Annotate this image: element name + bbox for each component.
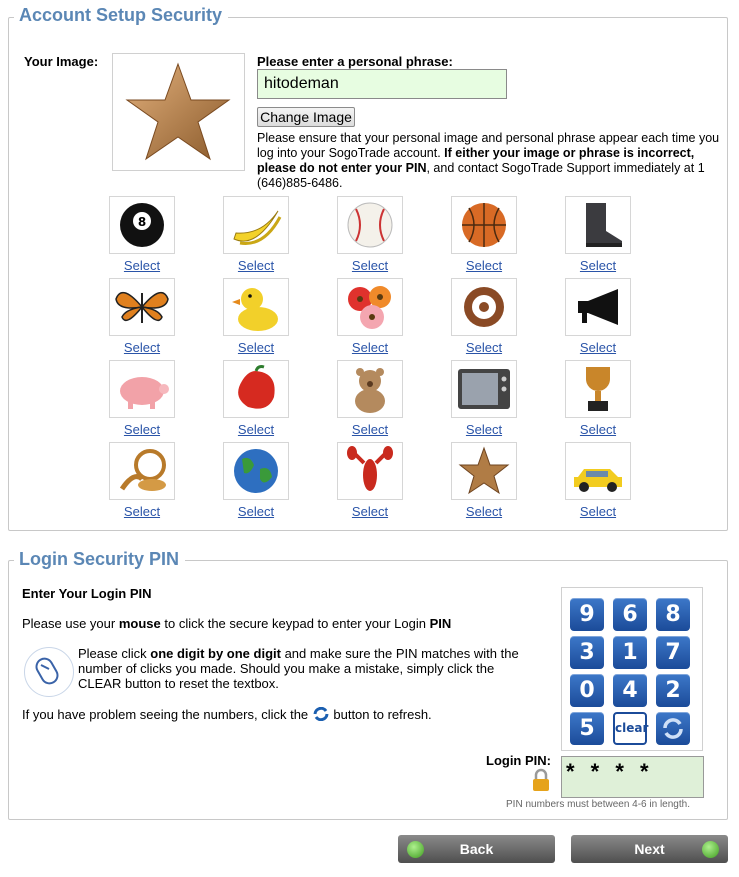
select-link[interactable]: Select bbox=[579, 340, 617, 355]
baseball-icon[interactable] bbox=[337, 196, 403, 254]
note-warning: If either your image or phrase is incorrect, please do not enter your PIN bbox=[257, 146, 695, 175]
image-option-basketball[interactable] bbox=[449, 196, 519, 273]
select-link[interactable]: Select bbox=[465, 422, 503, 437]
boot-icon[interactable] bbox=[565, 196, 631, 254]
instr-text: Please use your bbox=[22, 616, 119, 631]
taxi-icon[interactable] bbox=[565, 442, 631, 500]
pin-instruction-3 bbox=[22, 707, 432, 722]
your-image-label: Your Image: bbox=[24, 54, 99, 69]
select-link[interactable]: Select bbox=[123, 504, 161, 519]
instr-text: Please click bbox=[78, 646, 151, 661]
pin-heading: Enter Your Login PIN bbox=[22, 586, 152, 601]
image-option-piggy-bank[interactable] bbox=[107, 360, 177, 437]
megaphone-icon[interactable] bbox=[565, 278, 631, 336]
butterfly-icon[interactable] bbox=[109, 278, 175, 336]
selected-image bbox=[112, 53, 245, 171]
mouse-icon bbox=[24, 647, 74, 697]
select-link[interactable]: Select bbox=[351, 340, 389, 355]
select-link[interactable]: Select bbox=[465, 258, 503, 273]
select-link[interactable]: Select bbox=[579, 422, 617, 437]
login-pin-label: Login PIN: bbox=[486, 753, 551, 768]
select-link[interactable]: Select bbox=[123, 340, 161, 355]
instr-one-digit: one digit by one digit bbox=[150, 646, 281, 661]
instr-text: If you have problem seeing the numbers, click the bbox=[22, 707, 312, 722]
svg-text:8: 8 bbox=[137, 215, 147, 229]
next-label: Next bbox=[634, 841, 665, 857]
keypad-key-4[interactable]: 4 bbox=[613, 674, 647, 707]
instr-text: and make sure the PIN matches with the number of clicks you made. Should you make a mistake, simply click the CLEAR button to reset the textbox. bbox=[78, 646, 519, 691]
basketball-icon[interactable] bbox=[451, 196, 517, 254]
back-button[interactable] bbox=[398, 835, 555, 863]
select-link[interactable]: Select bbox=[237, 504, 275, 519]
keypad-key-3[interactable]: 3 bbox=[570, 636, 604, 669]
tuba-icon[interactable] bbox=[109, 442, 175, 500]
pin-instruction-2 bbox=[78, 646, 538, 691]
keypad-key-8[interactable]: 8 bbox=[656, 598, 690, 631]
8-ball-icon[interactable] bbox=[109, 196, 175, 254]
login-pin-legend: Login Security PIN bbox=[14, 548, 185, 570]
instr-mouse: mouse bbox=[118, 616, 161, 631]
image-option-tuba[interactable] bbox=[107, 442, 177, 519]
keypad-key-7[interactable]: 7 bbox=[656, 636, 690, 669]
image-option-baseball[interactable] bbox=[335, 196, 405, 273]
television-icon[interactable] bbox=[451, 360, 517, 418]
keypad-key-6[interactable]: 6 bbox=[613, 598, 647, 631]
keypad-clear-button[interactable]: clear bbox=[613, 712, 647, 745]
image-option-pepper[interactable] bbox=[221, 360, 291, 437]
gear-icon[interactable] bbox=[451, 278, 517, 336]
secure-keypad bbox=[561, 587, 703, 751]
image-option-gear[interactable] bbox=[449, 278, 519, 355]
image-option-lobster[interactable] bbox=[335, 442, 405, 519]
keypad-key-1[interactable]: 1 bbox=[613, 636, 647, 669]
duck-icon[interactable] bbox=[223, 278, 289, 336]
image-option-flowers[interactable] bbox=[335, 278, 405, 355]
image-option-television[interactable] bbox=[449, 360, 519, 437]
image-option-megaphone[interactable] bbox=[563, 278, 633, 355]
flowers-icon[interactable] bbox=[337, 278, 403, 336]
select-link[interactable]: Select bbox=[123, 422, 161, 437]
image-option-taxi[interactable] bbox=[563, 442, 633, 519]
instr-text: to click the secure keypad to enter your Login bbox=[160, 616, 430, 631]
teddy-bear-icon[interactable] bbox=[337, 360, 403, 418]
select-link[interactable]: Select bbox=[351, 504, 389, 519]
phrase-label: Please enter a personal phrase: bbox=[257, 54, 453, 69]
globe-icon[interactable] bbox=[223, 442, 289, 500]
image-option-trophy[interactable] bbox=[563, 360, 633, 437]
instr-pin: PIN bbox=[429, 616, 452, 631]
account-setup-legend: Account Setup Security bbox=[14, 4, 228, 26]
select-link[interactable]: Select bbox=[351, 422, 389, 437]
keypad-key-0[interactable]: 0 bbox=[570, 674, 604, 707]
select-link[interactable]: Select bbox=[351, 258, 389, 273]
image-option-teddy-bear[interactable] bbox=[335, 360, 405, 437]
select-link[interactable]: Select bbox=[123, 258, 161, 273]
keypad-key-2[interactable]: 2 bbox=[656, 674, 690, 707]
image-option-globe[interactable] bbox=[221, 442, 291, 519]
image-option-star[interactable] bbox=[449, 442, 519, 519]
select-link[interactable]: Select bbox=[237, 340, 275, 355]
pin-hint: PIN numbers must between 4-6 in length. bbox=[506, 799, 690, 810]
banana-icon[interactable] bbox=[223, 196, 289, 254]
instr-text: button to refresh. bbox=[329, 707, 432, 722]
note-text: Please ensure that your personal image and personal phrase appear each time you log into your SogoTrade account. bbox=[257, 131, 720, 160]
back-label: Back bbox=[459, 841, 494, 857]
login-pin-field[interactable]: * * * * bbox=[561, 756, 704, 798]
select-link[interactable]: Select bbox=[237, 258, 275, 273]
refresh-icon[interactable] bbox=[656, 712, 690, 745]
select-link[interactable]: Select bbox=[579, 504, 617, 519]
arrow-right-icon bbox=[702, 841, 719, 858]
select-link[interactable]: Select bbox=[465, 340, 503, 355]
security-note bbox=[257, 131, 727, 191]
pin-instruction-1 bbox=[22, 616, 451, 631]
pepper-icon[interactable] bbox=[223, 360, 289, 418]
image-option-8-ball[interactable] bbox=[107, 196, 177, 273]
image-option-duck[interactable] bbox=[221, 278, 291, 355]
keypad-key-9[interactable]: 9 bbox=[570, 598, 604, 631]
note-contact: , and contact SogoTrade Support immediately at 1 (646)885-6486. bbox=[257, 161, 705, 190]
select-link[interactable]: Select bbox=[465, 504, 503, 519]
refresh-inline-icon bbox=[312, 707, 330, 721]
personal-phrase-input[interactable] bbox=[257, 69, 507, 99]
image-option-banana[interactable] bbox=[221, 196, 291, 273]
next-button[interactable] bbox=[571, 835, 728, 863]
star-icon bbox=[113, 54, 244, 170]
arrow-left-icon bbox=[407, 841, 424, 858]
lock-icon bbox=[531, 768, 551, 792]
image-option-butterfly[interactable] bbox=[107, 278, 177, 355]
keypad-key-5[interactable]: 5 bbox=[570, 712, 604, 745]
trophy-icon[interactable] bbox=[565, 360, 631, 418]
image-option-boot[interactable] bbox=[563, 196, 633, 273]
select-link[interactable]: Select bbox=[237, 422, 275, 437]
change-image-button[interactable]: Change Image bbox=[257, 107, 355, 127]
select-link[interactable]: Select bbox=[579, 258, 617, 273]
lobster-icon[interactable] bbox=[337, 442, 403, 500]
star-icon[interactable] bbox=[451, 442, 517, 500]
piggy-bank-icon[interactable] bbox=[109, 360, 175, 418]
